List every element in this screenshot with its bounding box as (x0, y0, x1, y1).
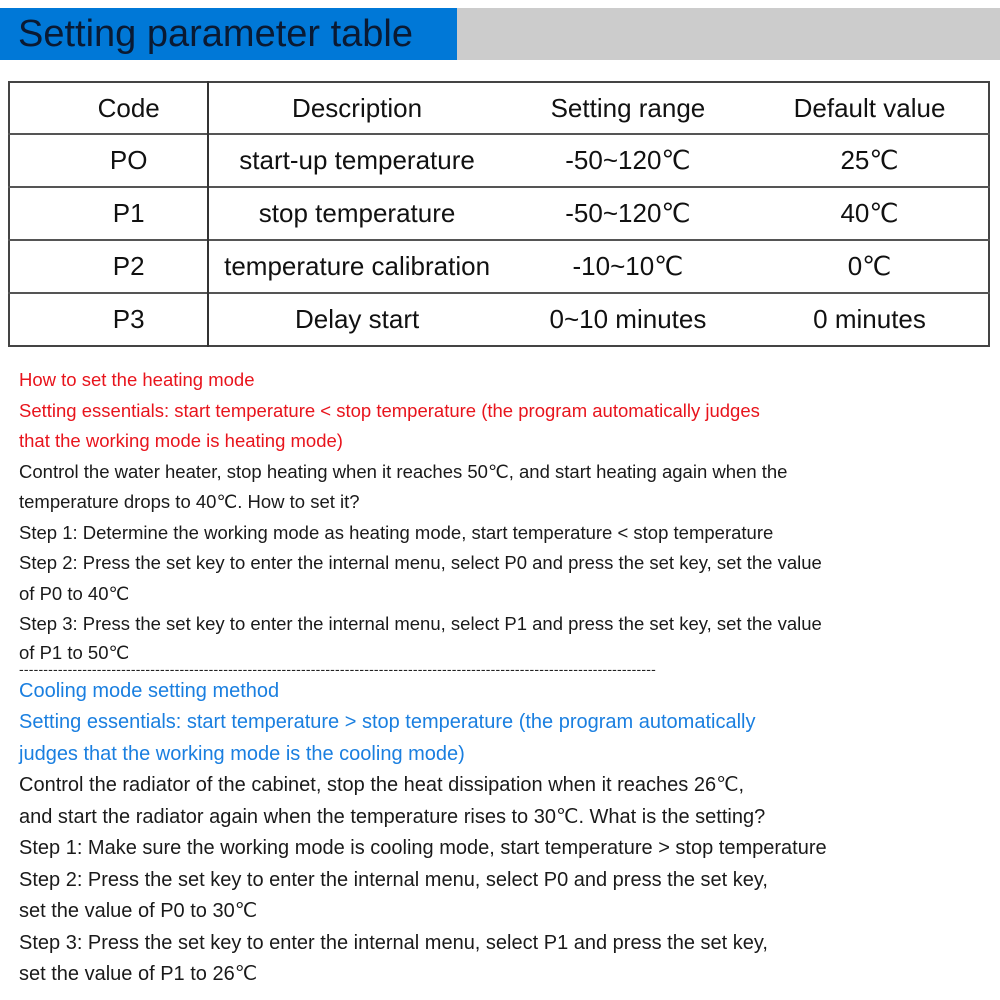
heating-step2-line1: Step 2: Press the set key to enter the internal menu, select P0 and press the set key, set the value (19, 552, 822, 573)
heating-example-line1: Control the water heater, stop heating when it reaches 50℃, and start heating again when the (19, 460, 788, 482)
heating-step3-line1: Step 3: Press the set key to enter the internal menu, select P1 and press the set key, set the value (19, 613, 822, 634)
heating-essentials-line2: that the working mode is heating mode) (19, 430, 343, 451)
cooling-step1: Step 1: Make sure the working mode is cooling mode, start temperature > stop temperature (19, 837, 827, 859)
parameter-table (8, 81, 990, 347)
cell-description: temperature calibration (208, 240, 504, 293)
instructions (19, 365, 994, 991)
heating-step1: Step 1: Determine the working mode as heating mode, start temperature < stop temperature (19, 521, 774, 543)
column-header-setting-range: Setting range (550, 92, 706, 123)
cell-code: PO (9, 134, 208, 187)
table-row (9, 187, 989, 240)
cell-description: Delay start (208, 293, 504, 346)
table-header-row (9, 82, 989, 134)
table-row (9, 240, 989, 293)
cooling-title: Cooling mode setting method (19, 679, 280, 702)
cell-range: -50~120℃ (505, 134, 751, 187)
cell-range: 0~10 minutes (505, 293, 751, 346)
cell-code: P1 (9, 187, 208, 240)
cooling-example-line2: and start the radiator again when the temperature rises to 30℃. What is the setting? (19, 805, 766, 828)
table-row (9, 134, 989, 187)
header-bar (0, 8, 1000, 60)
cell-default: 0 minutes (751, 293, 989, 346)
heating-essentials-line1: Setting essentials: start temperature < stop temperature (the program automatically judges (19, 399, 760, 421)
cell-range: -50~120℃ (505, 187, 751, 240)
header-title-band (0, 8, 457, 60)
heating-title: How to set the heating mode (19, 369, 255, 390)
cooling-essentials-line1: Setting essentials: start temperature > stop temperature (the program automatically (19, 711, 756, 733)
cooling-step2-line2: set the value of P0 to 30℃ (19, 900, 258, 922)
cell-description: stop temperature (208, 187, 504, 240)
cell-default: 0℃ (751, 240, 989, 293)
cell-default: 40℃ (751, 187, 989, 240)
heating-step3-line2: of P1 to 50℃ (19, 641, 130, 663)
cell-code: P3 (9, 293, 208, 346)
cooling-step3-line1: Step 3: Press the set key to enter the internal menu, select P1 and press the set key, (19, 931, 768, 954)
cooling-step3-line2: set the value of P1 to 26℃ (19, 963, 258, 985)
table-row (9, 293, 989, 346)
cell-range: -10~10℃ (505, 240, 751, 293)
column-header-default-value: Default value (793, 92, 946, 123)
section-divider: ----------------------------------------------------------------------------------------------------------------------------------- (19, 661, 656, 676)
cooling-example-line1: Control the radiator of the cabinet, stop the heat dissipation when it reaches 26℃, (19, 774, 745, 796)
cell-description: start-up temperature (208, 134, 504, 187)
cooling-essentials-line2: judges that the working mode is the cooling mode) (19, 742, 465, 765)
column-header-description: Description (292, 92, 423, 123)
heating-example-line2: temperature drops to 40℃. How to set it? (19, 491, 360, 512)
column-header-code: Code (9, 82, 208, 134)
cell-default: 25℃ (751, 134, 989, 187)
cell-code: P2 (9, 240, 208, 293)
heating-step2-line2: of P0 to 40℃ (19, 582, 130, 604)
cooling-step2-line1: Step 2: Press the set key to enter the internal menu, select P0 and press the set key, (19, 868, 768, 891)
page-title: Setting parameter table (18, 13, 414, 55)
